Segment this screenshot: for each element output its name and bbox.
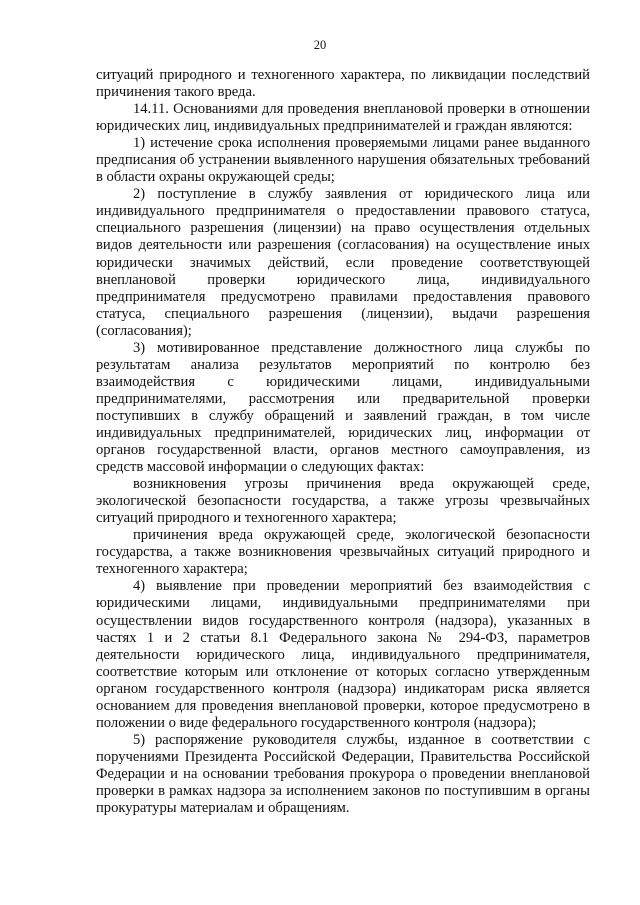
list-item-3: 3) мотивированное представление должностного лица службы по результатам анализа результатов мероприятий по контролю без взаимодействия с юридическими лицами, индивидуальными предпринимателями, рассмотрения или предварительной проверки поступивших в службу обращений и заявлений граждан, в том числе индивидуальных предпринимателей, юридических лиц, информации от органов государственной власти, органов местного самоуправления, из средств массовой информации о следующих фактах: <box>96 339 590 476</box>
sub-item-harm: причинения вреда окружающей среде, экологической безопасности государства, а также возникновения чрезвычайных ситуаций природного и техногенного характера; <box>96 527 590 578</box>
list-item-2: 2) поступление в службу заявления от юридического лица или индивидуального предпринимателя о предоставлении правового статуса, специального разрешения (лицензии) на право осуществления отдельных видов деятельности или разрешения (согласования) на осуществление иных юридически значимых действий, если проведение соответствующей внеплановой проверки юридического лица, индивидуального предпринимателя предусмотрено правилами предоставления правового статуса, специального разрешения (лицензии), выдачи разрешения (согласования); <box>96 186 590 339</box>
list-item-5: 5) распоряжение руководителя службы, изданное в соответствии с поручениями Президента Российской Федерации, Правительства Российской Федерации и на основании требования прокурора о проведении внеплановой проверки в рамках надзора за исполнением законов по поступившим в органы прокуратуры материалам и обращениям. <box>96 731 590 817</box>
paragraph-14-11: 14.11. Основаниями для проведения внеплановой проверки в отношении юридических лиц, индивидуальных предпринимателей и граждан являются: <box>96 101 590 135</box>
list-item-1: 1) истечение срока исполнения проверяемыми лицами ранее выданного предписания об устранении выявленного нарушения обязательных требований в области охраны окружающей среды; <box>96 135 590 186</box>
sub-item-threat: возникновения угрозы причинения вреда окружающей среде, экологической безопасности государства, а также угрозы чрезвычайных ситуаций природного и техногенного характера; <box>96 476 590 527</box>
document-body <box>96 67 590 817</box>
page-number: 20 <box>313 38 327 52</box>
list-item-4: 4) выявление при проведении мероприятий без взаимодействия с юридическими лицами, индивидуальными предпринимателями при осуществлении видов государственного контроля (надзора), указанных в частях 1 и 2 статьи 8.1 Федерального закона № 294-ФЗ, параметров деятельности юридического лица, индивидуального предпринимателя, соответствие которым или отклонение от которых согласно утвержденным органом государственного контроля (надзора) индикаторам риска является основанием для проведения внеплановой проверки, которое предусмотрено в положении о виде федерального государственного контроля (надзора); <box>96 578 590 731</box>
paragraph-continuation: ситуаций природного и техногенного характера, по ликвидации последствий причинения такого вреда. <box>96 67 590 101</box>
